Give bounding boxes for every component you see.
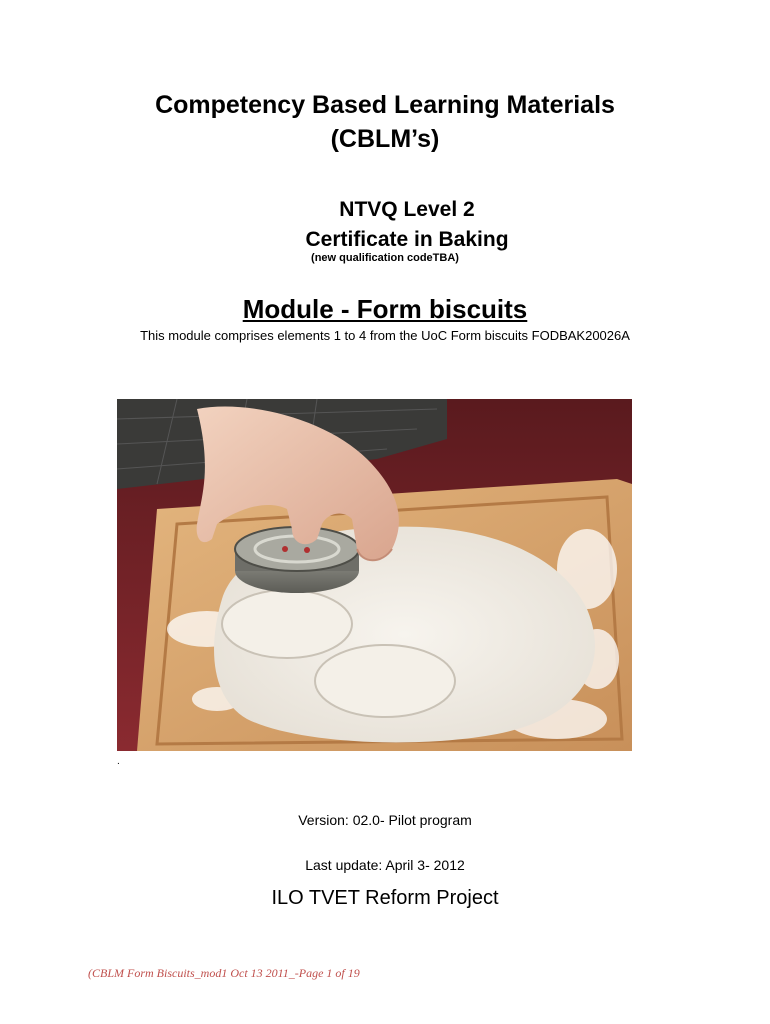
project-name: ILO TVET Reform Project: [271, 887, 499, 909]
title-line-1: Competency Based Learning Materials: [155, 91, 615, 119]
qualification-level: NTVQ Level 2: [339, 198, 475, 221]
last-update-text: Last update: April 3- 2012: [305, 857, 465, 873]
biscuit-cutting-photo: [117, 399, 632, 751]
page-footer: (CBLM Form Biscuits_mod1 Oct 13 2011_-Page 1 of 19: [88, 966, 360, 980]
title-line-2: (CBLM’s): [330, 125, 440, 153]
qualification-block: [22, 195, 770, 255]
document-title: [0, 88, 770, 156]
module-heading: Module - Form biscuits: [242, 294, 528, 324]
stray-mark: .: [117, 756, 120, 767]
qualification-certificate: Certificate in Baking: [305, 228, 509, 251]
version-text: Version: 02.0- Pilot program: [298, 812, 472, 828]
module-description: This module comprises elements 1 to 4 from the UoC Form biscuits FODBAK20026A: [140, 328, 630, 343]
qualification-code-note: (new qualification codeTBA): [311, 252, 459, 264]
